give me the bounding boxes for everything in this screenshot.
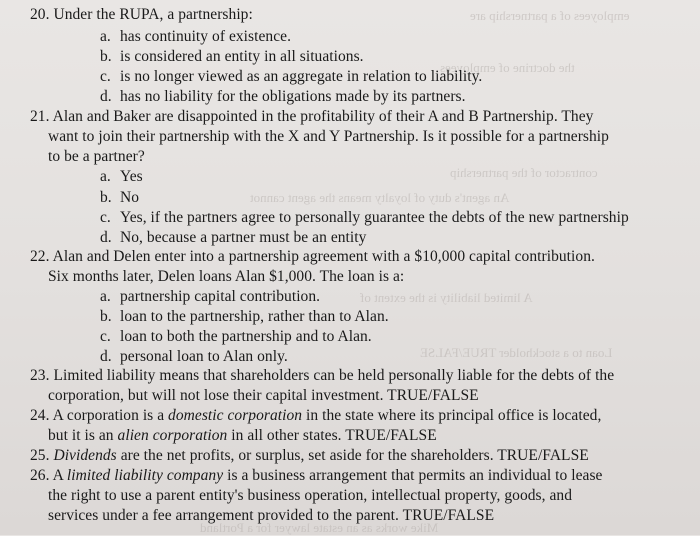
question-23-line-1: 23. Limited liability means that shareholders can be held personally liable for the debts of the xyxy=(30,367,615,384)
question-20-option-d: d. has no liability for the obligations made by its partners. xyxy=(100,88,466,105)
emphasis-term: alien corporation xyxy=(117,427,228,444)
show-through-text: An agent's duty of loyalty means the agent cannot xyxy=(250,190,510,205)
show-through-text: A limited liability is the extent of xyxy=(360,290,533,305)
question-21-stem-line-3: to be a partner? xyxy=(48,148,145,165)
question-24-line-2: but it is an alien corporation in all other states. TRUE/FALSE xyxy=(48,427,437,444)
question-20-option-a: a. has continuity of existence. xyxy=(100,28,291,45)
question-21-option-b: b. No xyxy=(100,189,140,206)
question-20-option-b: b. is considered an entity in all situations. xyxy=(100,48,364,65)
question-21-stem-line-2: want to join their partnership with the X and Y Partnership. Is it possible for a partnership xyxy=(48,128,609,145)
question-20-option-c: c. is no longer viewed as an aggregate in relation to liability. xyxy=(100,68,483,85)
question-21-stem-line-1: 21. Alan and Baker are disappointed in the profitability of their A and B Partnership. They xyxy=(30,108,594,125)
question-20-stem: 20. Under the RUPA, a partnership: xyxy=(30,6,253,23)
show-through-text: employees of a partnership are xyxy=(470,8,630,23)
question-21-option-c: c. Yes, if the partners agree to personally guarantee the debts of the new partnership xyxy=(100,209,629,226)
emphasis-term: domestic corporation xyxy=(168,407,303,424)
show-through-text: contractor of the partnership xyxy=(450,165,598,180)
question-23-line-2: corporation, but will not lose their capital investment. TRUE/FALSE xyxy=(48,387,479,404)
question-21-option-a: a. Yes xyxy=(100,168,143,185)
question-22-option-a: a. partnership capital contribution. xyxy=(100,288,321,305)
question-21-option-d: d. No, because a partner must be an entity xyxy=(100,229,367,246)
question-26-line-3: services under a fee arrangement provided to the parent. TRUE/FALSE xyxy=(48,507,495,524)
question-22-option-c: c. loan to both the partnership and to Alan. xyxy=(100,328,372,345)
question-26-line-1: 26. A limited liability company is a business arrangement that permits an individual to lease xyxy=(30,467,603,484)
question-25: 25. Dividends are the net profits, or surplus, set aside for the shareholders. TRUE/FALSE xyxy=(30,447,589,464)
show-through-text: Mike works as an estate lawyer for a Portland xyxy=(200,520,439,535)
question-22-option-d: d. personal loan to Alan only. xyxy=(100,348,288,365)
question-22-stem-line-2: Six months later, Delen loans Alan $1,000. The loan is a: xyxy=(48,268,405,285)
question-22-stem-line-1: 22. Alan and Delen enter into a partnership agreement with a $10,000 capital contribution. xyxy=(30,248,595,265)
emphasis-term: Dividends xyxy=(53,447,117,464)
question-24-line-1: 24. A corporation is a domestic corporation in the state where its principal office is located, xyxy=(30,407,602,424)
emphasis-term: limited liability company xyxy=(66,467,224,484)
question-22-option-b: b. loan to the partnership, rather than to Alan. xyxy=(100,308,389,325)
question-26-line-2: the right to use a parent entity's business operation, intellectual property, goods, and xyxy=(48,487,573,504)
show-through-text: Loan to a stockholder TRUE/FALSE xyxy=(420,345,613,360)
show-through-text: the doctrine of employees xyxy=(440,60,575,75)
